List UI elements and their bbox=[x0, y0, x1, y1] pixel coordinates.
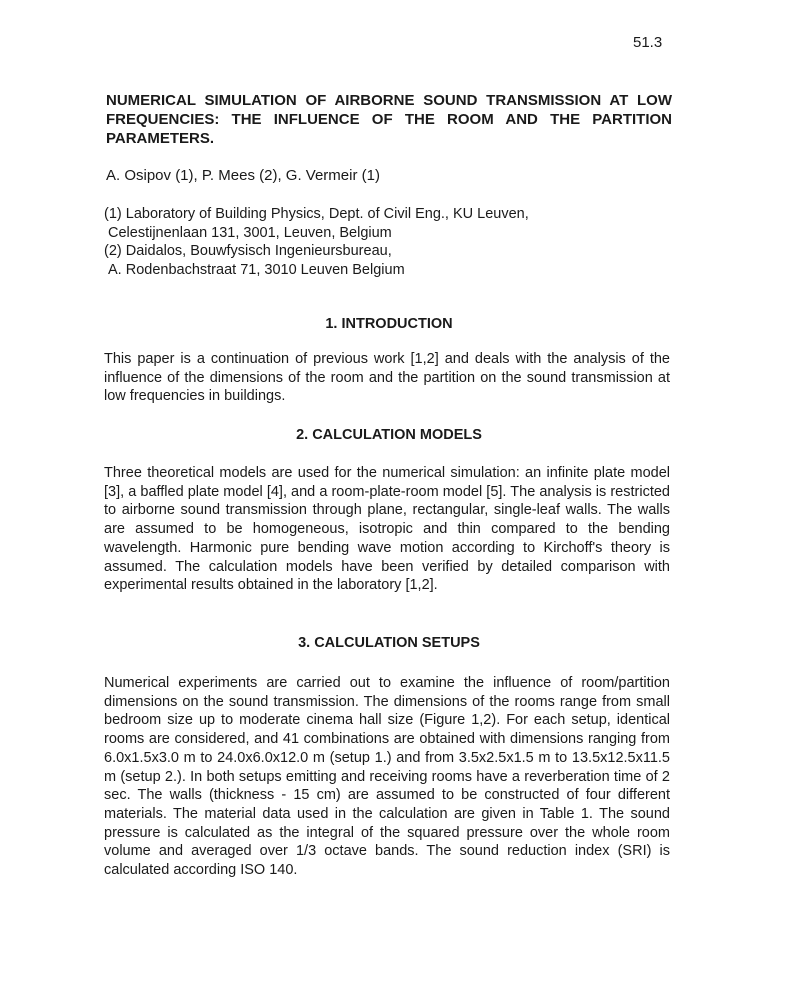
affiliation-line-2: Celestijnenlaan 131, 3001, Leuven, Belgium bbox=[108, 224, 392, 241]
affiliations bbox=[104, 205, 529, 280]
section-body-calculation-setups: Numerical experiments are carried out to examine the influence of room/partition dimensions on the sound transmission. The dimensions of the rooms range from small bedroom size up to moderate cinema hall size (Figure 1,2). For each setup, identical rooms are considered, and 41 combinations are obtained with dimensions ranging from 6.0x1.5x3.0 m to 24.0x6.0x12.0 m (setup 1.) and from 3.5x2.5x1.5 m to 13.5x12.5x11.5 m (setup 2.). In both setups emitting and receiving rooms have a reverberation time of 2 sec. The walls (thickness - 15 cm) are assumed to be constructed of four different materials. The material data used in the calculation are given in Table 1. The sound pressure is calculated as the integral of the squared pressure over the whole room volume and averaged over 1/3 octave bands. The sound reduction index (SRI) is calculated according ISO 140. bbox=[104, 675, 670, 879]
affiliation-line-4: A. Rodenbachstraat 71, 3010 Leuven Belgium bbox=[108, 262, 405, 279]
section-heading-calculation-models: 2. CALCULATION MODELS bbox=[296, 427, 482, 443]
paper-title: NUMERICAL SIMULATION OF AIRBORNE SOUND TRANSMISSION AT LOW FREQUENCIES: THE INFLUENCE OF THE ROOM AND THE PARTITION PARAMETERS. bbox=[106, 92, 672, 147]
author-list: A. Osipov (1), P. Mees (2), G. Vermeir (1) bbox=[106, 167, 380, 184]
affiliation-line-1: (1) Laboratory of Building Physics, Dept. of Civil Eng., KU Leuven, bbox=[104, 206, 529, 222]
section-body-introduction: This paper is a continuation of previous work [1,2] and deals with the analysis of the influence of the dimensions of the room and the partition on the sound transmission at low frequencies in buildings. bbox=[104, 351, 670, 405]
section-heading-introduction: 1. INTRODUCTION bbox=[325, 316, 453, 332]
page-number: 51.3 bbox=[633, 34, 663, 51]
section-heading-calculation-setups: 3. CALCULATION SETUPS bbox=[298, 635, 480, 651]
section-body-calculation-models: Three theoretical models are used for the numerical simulation: an infinite plate model [3], a baffled plate model [4], and a room-plate-room model [5]. The analysis is restricted to airborne sound transmission through plane, rectangular, single-leaf walls. The walls are assumed to be homogeneous, isotropic and thin compared to the bending wavelength. Harmonic pure bending wave motion according to Kirchoff's theory is assumed. The calculation models have been verified by detailed comparison with experimental results obtained in the laboratory [1,2]. bbox=[104, 465, 670, 594]
affiliation-line-3: (2) Daidalos, Bouwfysisch Ingenieursbureau, bbox=[104, 243, 392, 260]
